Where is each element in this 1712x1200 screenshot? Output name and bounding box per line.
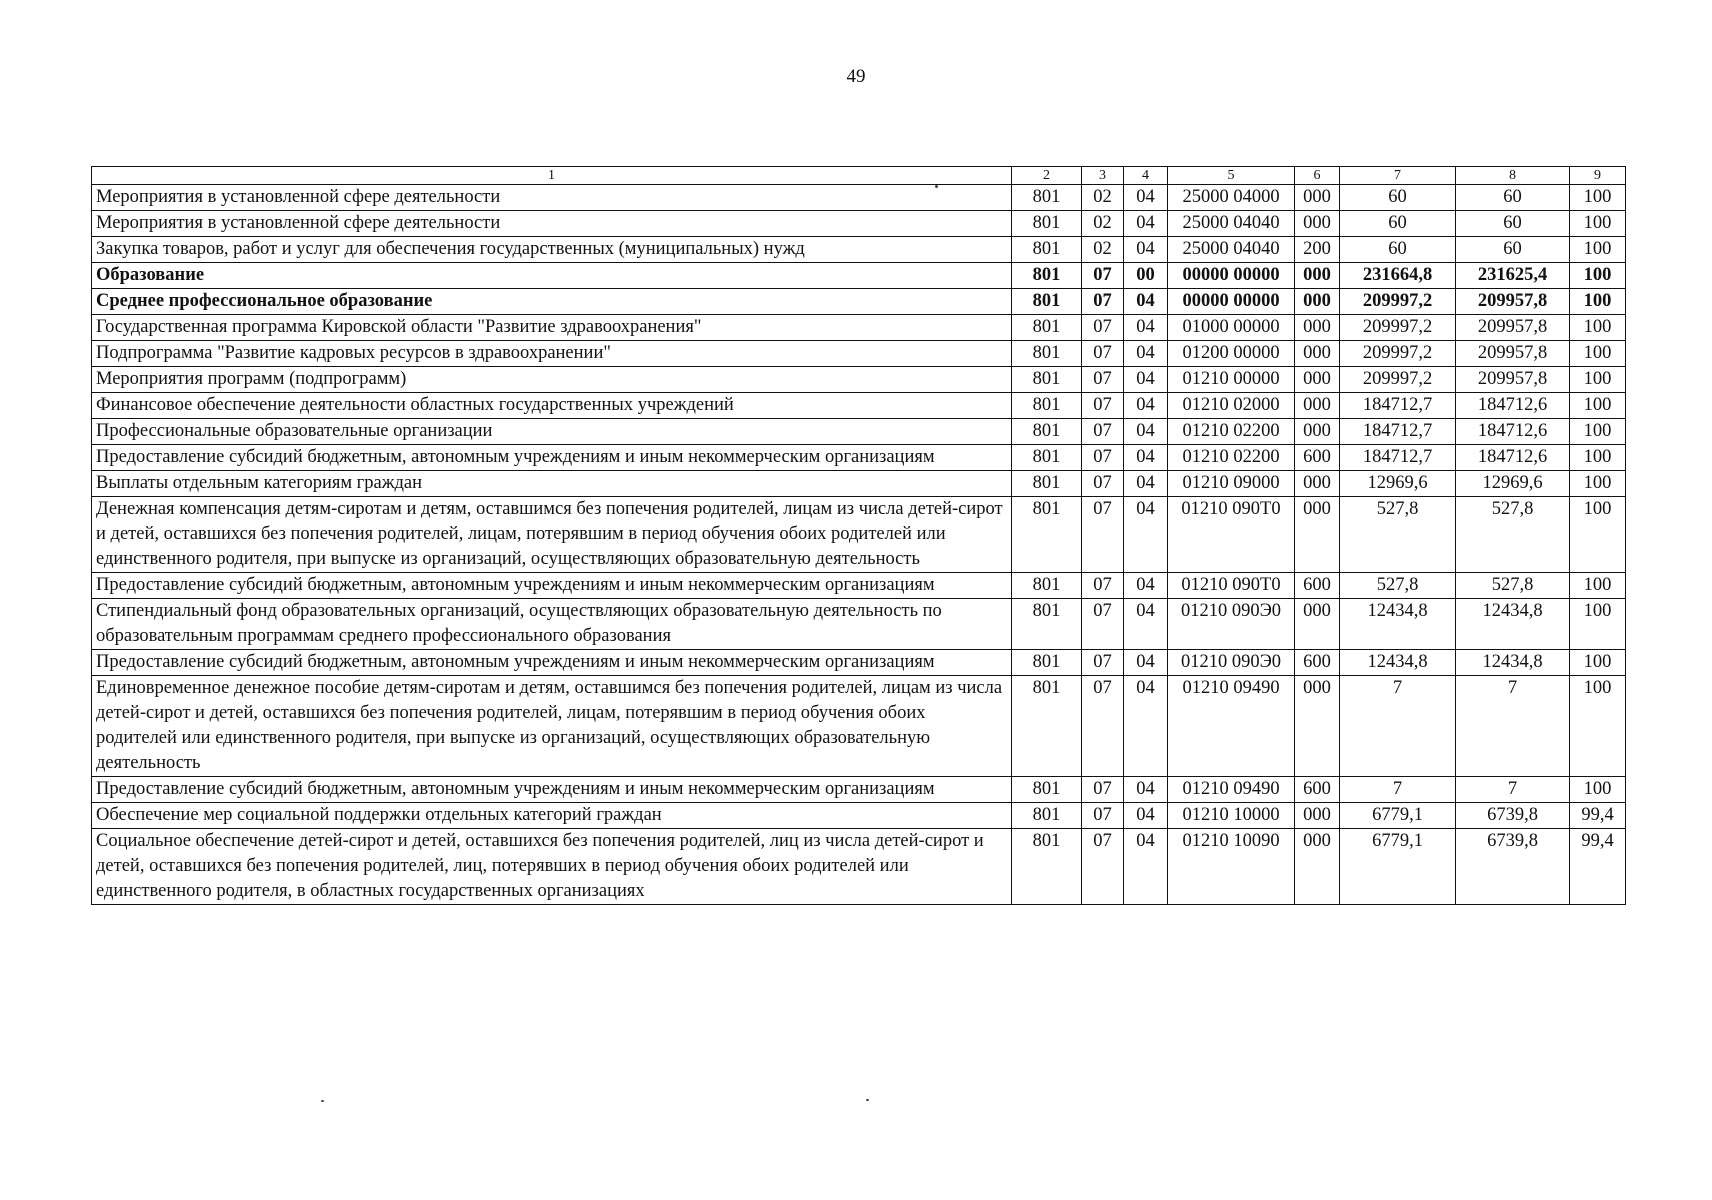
table-row	[92, 393, 1626, 419]
row-code-expense: 000	[1295, 341, 1340, 367]
row-value-plan: 6779,1	[1340, 803, 1456, 829]
row-value-actual: 12434,8	[1456, 599, 1570, 650]
row-code-target: 01210 10090	[1168, 829, 1295, 905]
row-value-percent: 99,4	[1570, 829, 1626, 905]
row-code-expense: 000	[1295, 497, 1340, 573]
budget-table	[91, 166, 1626, 905]
row-code-subsection: 04	[1124, 676, 1168, 777]
row-code-section: 02	[1082, 211, 1124, 237]
row-code-section: 07	[1082, 497, 1124, 573]
row-code-section: 07	[1082, 263, 1124, 289]
row-code-subsection: 04	[1124, 237, 1168, 263]
row-code-subsection: 04	[1124, 573, 1168, 599]
table-row	[92, 829, 1626, 905]
row-code-expense: 000	[1295, 471, 1340, 497]
row-code-subsection: 04	[1124, 650, 1168, 676]
row-value-actual: 7	[1456, 676, 1570, 777]
row-code-admin: 801	[1012, 341, 1082, 367]
row-value-percent: 100	[1570, 445, 1626, 471]
row-code-expense: 600	[1295, 650, 1340, 676]
scan-speck	[866, 1099, 869, 1101]
row-value-percent: 100	[1570, 676, 1626, 777]
row-code-section: 07	[1082, 445, 1124, 471]
row-value-percent: 100	[1570, 289, 1626, 315]
row-value-plan: 60	[1340, 185, 1456, 211]
row-code-expense: 000	[1295, 289, 1340, 315]
table-row	[92, 185, 1626, 211]
table-row	[92, 599, 1626, 650]
row-code-admin: 801	[1012, 263, 1082, 289]
row-code-subsection: 04	[1124, 185, 1168, 211]
row-name: Предоставление субсидий бюджетным, автономным учреждениям и иным некоммерческим организациям	[92, 573, 1012, 599]
col-header-2: 2	[1012, 167, 1082, 185]
row-value-plan: 209997,2	[1340, 367, 1456, 393]
row-value-actual: 527,8	[1456, 497, 1570, 573]
row-code-subsection: 04	[1124, 497, 1168, 573]
page-number: 49	[846, 66, 866, 87]
row-value-percent: 100	[1570, 777, 1626, 803]
col-header-6: 6	[1295, 167, 1340, 185]
row-code-target: 25000 04040	[1168, 237, 1295, 263]
row-value-actual: 231625,4	[1456, 263, 1570, 289]
row-code-section: 07	[1082, 315, 1124, 341]
row-code-expense: 000	[1295, 829, 1340, 905]
column-number-row	[92, 167, 1626, 185]
row-name: Мероприятия в установленной сфере деятельности	[92, 211, 1012, 237]
row-value-percent: 100	[1570, 185, 1626, 211]
row-value-percent: 99,4	[1570, 803, 1626, 829]
row-code-section: 07	[1082, 777, 1124, 803]
row-value-plan: 60	[1340, 211, 1456, 237]
row-code-expense: 000	[1295, 263, 1340, 289]
row-value-percent: 100	[1570, 471, 1626, 497]
table-row	[92, 650, 1626, 676]
table-row	[92, 497, 1626, 573]
row-name: Предоставление субсидий бюджетным, автономным учреждениям и иным некоммерческим организациям	[92, 650, 1012, 676]
row-code-admin: 801	[1012, 497, 1082, 573]
row-code-expense: 600	[1295, 777, 1340, 803]
row-name: Профессиональные образовательные организации	[92, 419, 1012, 445]
row-value-plan: 184712,7	[1340, 393, 1456, 419]
table-row	[92, 315, 1626, 341]
row-value-actual: 527,8	[1456, 573, 1570, 599]
row-code-target: 01200 00000	[1168, 341, 1295, 367]
row-value-plan: 7	[1340, 777, 1456, 803]
row-code-subsection: 04	[1124, 341, 1168, 367]
row-value-plan: 209997,2	[1340, 289, 1456, 315]
row-code-subsection: 04	[1124, 445, 1168, 471]
row-value-percent: 100	[1570, 393, 1626, 419]
row-code-section: 07	[1082, 367, 1124, 393]
row-name: Образование	[92, 263, 1012, 289]
row-code-admin: 801	[1012, 676, 1082, 777]
row-code-section: 07	[1082, 803, 1124, 829]
row-code-subsection: 04	[1124, 599, 1168, 650]
col-header-5: 5	[1168, 167, 1295, 185]
row-value-percent: 100	[1570, 315, 1626, 341]
table-row	[92, 289, 1626, 315]
row-code-target: 01210 090Э0	[1168, 599, 1295, 650]
row-code-target: 01000 00000	[1168, 315, 1295, 341]
row-value-plan: 231664,8	[1340, 263, 1456, 289]
row-code-section: 07	[1082, 471, 1124, 497]
row-code-expense: 000	[1295, 599, 1340, 650]
row-value-percent: 100	[1570, 497, 1626, 573]
row-value-actual: 184712,6	[1456, 393, 1570, 419]
row-value-percent: 100	[1570, 419, 1626, 445]
row-name: Закупка товаров, работ и услуг для обеспечения государственных (муниципальных) нужд	[92, 237, 1012, 263]
row-code-target: 00000 00000	[1168, 263, 1295, 289]
row-value-plan: 209997,2	[1340, 315, 1456, 341]
row-value-plan: 6779,1	[1340, 829, 1456, 905]
row-name: Обеспечение мер социальной поддержки отдельных категорий граждан	[92, 803, 1012, 829]
row-name: Выплаты отдельным категориям граждан	[92, 471, 1012, 497]
row-value-actual: 6739,8	[1456, 803, 1570, 829]
row-code-section: 07	[1082, 650, 1124, 676]
row-value-plan: 12969,6	[1340, 471, 1456, 497]
row-value-plan: 527,8	[1340, 497, 1456, 573]
row-value-actual: 209957,8	[1456, 341, 1570, 367]
row-name: Предоставление субсидий бюджетным, автономным учреждениям и иным некоммерческим организациям	[92, 777, 1012, 803]
row-code-admin: 801	[1012, 445, 1082, 471]
row-code-target: 01210 09490	[1168, 777, 1295, 803]
row-value-percent: 100	[1570, 211, 1626, 237]
table-row	[92, 419, 1626, 445]
row-value-actual: 209957,8	[1456, 367, 1570, 393]
row-code-section: 07	[1082, 289, 1124, 315]
row-code-target: 01210 090Т0	[1168, 573, 1295, 599]
table-row	[92, 471, 1626, 497]
row-code-section: 07	[1082, 419, 1124, 445]
row-value-plan: 60	[1340, 237, 1456, 263]
row-value-actual: 12434,8	[1456, 650, 1570, 676]
row-code-expense: 000	[1295, 419, 1340, 445]
row-value-actual: 184712,6	[1456, 419, 1570, 445]
row-value-actual: 60	[1456, 185, 1570, 211]
row-code-expense: 000	[1295, 211, 1340, 237]
row-code-expense: 000	[1295, 367, 1340, 393]
scan-speck	[935, 185, 938, 188]
row-code-target: 00000 00000	[1168, 289, 1295, 315]
row-code-target: 01210 00000	[1168, 367, 1295, 393]
row-code-target: 01210 090Э0	[1168, 650, 1295, 676]
row-code-target: 01210 02200	[1168, 419, 1295, 445]
row-name: Денежная компенсация детям-сиротам и детям, оставшимся без попечения родителей, лицам из числа детей-сирот и детей, оставшихся без попечения родителей, лицам, потерявшим в период обучения обоих родителей или единственного родителя, при выпуске из организаций, осуществляющих образовательную деятельность	[92, 497, 1012, 573]
row-code-admin: 801	[1012, 185, 1082, 211]
row-code-subsection: 04	[1124, 315, 1168, 341]
row-value-plan: 7	[1340, 676, 1456, 777]
row-value-actual: 209957,8	[1456, 315, 1570, 341]
row-code-admin: 801	[1012, 315, 1082, 341]
row-name: Социальное обеспечение детей-сирот и детей, оставшихся без попечения родителей, лиц из числа детей-сирот и детей, оставшихся без попечения родителей, лиц, потерявших в период обучения обоих родителей или единственного родителя, в областных государственных организациях	[92, 829, 1012, 905]
row-value-percent: 100	[1570, 650, 1626, 676]
row-code-subsection: 04	[1124, 419, 1168, 445]
row-value-percent: 100	[1570, 341, 1626, 367]
row-value-plan: 184712,7	[1340, 445, 1456, 471]
row-value-actual: 209957,8	[1456, 289, 1570, 315]
row-code-expense: 600	[1295, 573, 1340, 599]
row-code-section: 07	[1082, 676, 1124, 777]
col-header-7: 7	[1340, 167, 1456, 185]
row-code-admin: 801	[1012, 419, 1082, 445]
row-code-admin: 801	[1012, 829, 1082, 905]
row-code-target: 01210 09000	[1168, 471, 1295, 497]
row-name: Мероприятия программ (подпрограмм)	[92, 367, 1012, 393]
row-value-plan: 12434,8	[1340, 599, 1456, 650]
row-name: Единовременное денежное пособие детям-сиротам и детям, оставшимся без попечения родителей, лицам из числа детей-сирот и детей, оставшихся без попечения родителей, лицам, потерявшим в период обучения обоих родителей или единственного родителя, при выпуске из организаций, осуществляющих образовательную деятельность	[92, 676, 1012, 777]
row-code-target: 25000 04000	[1168, 185, 1295, 211]
table-row	[92, 263, 1626, 289]
row-code-admin: 801	[1012, 599, 1082, 650]
row-code-admin: 801	[1012, 367, 1082, 393]
row-code-subsection: 04	[1124, 289, 1168, 315]
row-code-target: 01210 090Т0	[1168, 497, 1295, 573]
col-header-1: 1	[92, 167, 1012, 185]
row-value-plan: 209997,2	[1340, 341, 1456, 367]
row-value-plan: 184712,7	[1340, 419, 1456, 445]
row-code-target: 25000 04040	[1168, 211, 1295, 237]
row-code-section: 02	[1082, 185, 1124, 211]
row-code-admin: 801	[1012, 237, 1082, 263]
row-value-actual: 6739,8	[1456, 829, 1570, 905]
row-code-expense: 200	[1295, 237, 1340, 263]
row-code-subsection: 04	[1124, 803, 1168, 829]
table-row	[92, 676, 1626, 777]
table-row	[92, 237, 1626, 263]
row-code-subsection: 00	[1124, 263, 1168, 289]
row-code-admin: 801	[1012, 573, 1082, 599]
row-value-plan: 527,8	[1340, 573, 1456, 599]
row-name: Государственная программа Кировской области "Развитие здравоохранения"	[92, 315, 1012, 341]
row-code-target: 01210 10000	[1168, 803, 1295, 829]
row-name: Среднее профессиональное образование	[92, 289, 1012, 315]
row-code-expense: 600	[1295, 445, 1340, 471]
row-code-target: 01210 09490	[1168, 676, 1295, 777]
row-code-subsection: 04	[1124, 393, 1168, 419]
row-name: Стипендиальный фонд образовательных организаций, осуществляющих образовательную деятельность по образовательным программам среднего профессионального образования	[92, 599, 1012, 650]
row-value-actual: 7	[1456, 777, 1570, 803]
row-code-section: 07	[1082, 573, 1124, 599]
row-code-admin: 801	[1012, 393, 1082, 419]
row-code-section: 02	[1082, 237, 1124, 263]
row-code-subsection: 04	[1124, 211, 1168, 237]
row-name: Мероприятия в установленной сфере деятельности	[92, 185, 1012, 211]
row-code-section: 07	[1082, 341, 1124, 367]
row-code-target: 01210 02200	[1168, 445, 1295, 471]
row-code-expense: 000	[1295, 315, 1340, 341]
row-value-actual: 60	[1456, 211, 1570, 237]
row-value-percent: 100	[1570, 263, 1626, 289]
col-header-3: 3	[1082, 167, 1124, 185]
row-value-percent: 100	[1570, 573, 1626, 599]
row-code-admin: 801	[1012, 803, 1082, 829]
row-value-actual: 184712,6	[1456, 445, 1570, 471]
row-value-percent: 100	[1570, 237, 1626, 263]
row-name: Подпрограмма "Развитие кадровых ресурсов в здравоохранении"	[92, 341, 1012, 367]
row-name: Предоставление субсидий бюджетным, автономным учреждениям и иным некоммерческим организациям	[92, 445, 1012, 471]
row-code-subsection: 04	[1124, 829, 1168, 905]
row-code-admin: 801	[1012, 211, 1082, 237]
row-value-plan: 12434,8	[1340, 650, 1456, 676]
table-row	[92, 803, 1626, 829]
col-header-9: 9	[1570, 167, 1626, 185]
row-value-percent: 100	[1570, 367, 1626, 393]
row-code-admin: 801	[1012, 777, 1082, 803]
row-code-expense: 000	[1295, 676, 1340, 777]
row-code-subsection: 04	[1124, 777, 1168, 803]
table-row	[92, 445, 1626, 471]
table-body	[92, 185, 1626, 905]
row-code-admin: 801	[1012, 650, 1082, 676]
row-name: Финансовое обеспечение деятельности областных государственных учреждений	[92, 393, 1012, 419]
row-code-subsection: 04	[1124, 471, 1168, 497]
row-code-section: 07	[1082, 393, 1124, 419]
row-code-admin: 801	[1012, 471, 1082, 497]
row-value-actual: 12969,6	[1456, 471, 1570, 497]
table-row	[92, 211, 1626, 237]
row-code-target: 01210 02000	[1168, 393, 1295, 419]
table-row	[92, 573, 1626, 599]
row-code-expense: 000	[1295, 393, 1340, 419]
row-code-subsection: 04	[1124, 367, 1168, 393]
row-value-percent: 100	[1570, 599, 1626, 650]
row-code-section: 07	[1082, 829, 1124, 905]
scan-speck	[321, 1100, 324, 1102]
row-code-admin: 801	[1012, 289, 1082, 315]
row-code-section: 07	[1082, 599, 1124, 650]
row-value-actual: 60	[1456, 237, 1570, 263]
row-code-expense: 000	[1295, 185, 1340, 211]
table-row	[92, 341, 1626, 367]
row-code-expense: 000	[1295, 803, 1340, 829]
col-header-4: 4	[1124, 167, 1168, 185]
col-header-8: 8	[1456, 167, 1570, 185]
table-row	[92, 367, 1626, 393]
table-row	[92, 777, 1626, 803]
